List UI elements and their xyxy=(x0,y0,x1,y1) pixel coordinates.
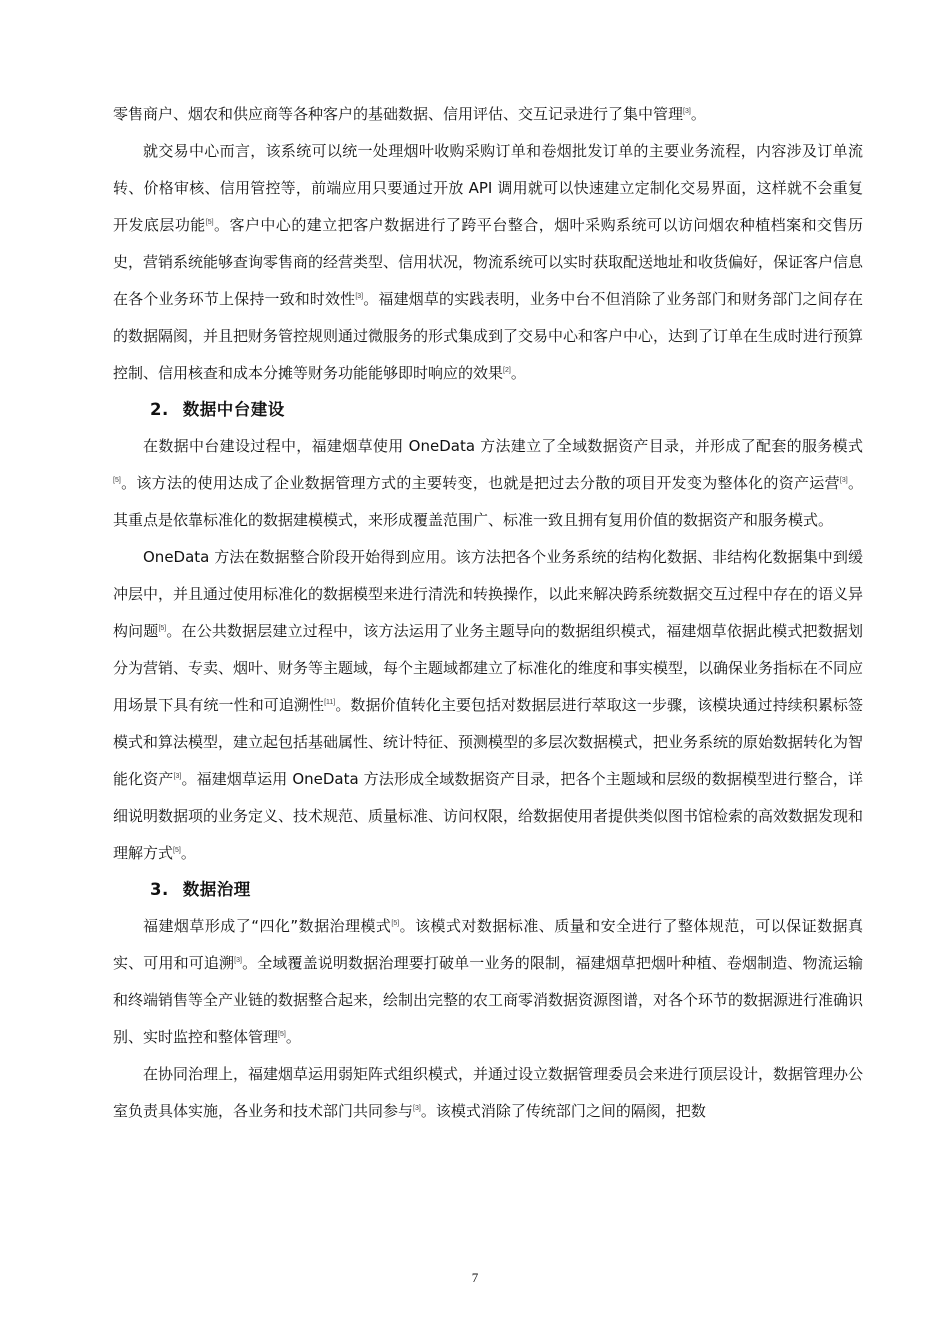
text-run: 。 xyxy=(690,105,706,123)
text-run: 。福建烟草运用 OneData 方法形成全域数据资产目录，把各个主题域和层级的数据模型进行整合，详细说明数据项的业务定义、技术规范、质量标准、访问权限，给数据使用者提供类似图书馆检索的高效数据发现和理解方式 xyxy=(113,770,864,862)
text-run: 。其重点是依靠标准化的数据建模模式，来形成覆盖范围广、标准一致且拥有复用价值的数据资产和服务模式。 xyxy=(113,474,863,529)
citation-ref: [5] xyxy=(391,920,400,927)
text-run: 。 xyxy=(180,844,196,862)
text-run: 。福建烟草的实践表明，业务中台不但消除了业务部门和财务部门之间存在的数据隔阂，并且把财务管控规则通过微服务的形式集成到了交易中心和客户中心，达到了订单在生成时进行预算控制、信用核查和成本分摊等财务功能能够即时响应的效果 xyxy=(113,290,864,382)
text-run: 福建烟草形成了“四化”数据治理模式 xyxy=(143,917,392,935)
citation-ref: [2] xyxy=(503,367,511,374)
text-run: 就交易中心而言，该系统可以统一处理烟叶收购采购订单和卷烟批发订单的主要业务流程，内容涉及订单流转、价格审核、信用管控等，前端应用只要通过开放 API 调用就可以快速建立定制化交易界面，这样就不会重复开发底层功能 xyxy=(113,142,863,234)
citation-ref: [3] xyxy=(683,108,691,115)
citation-ref: [3] xyxy=(413,1105,421,1112)
text-run: 在协同治理上，福建烟草运用弱矩阵式组织模式，并通过设立数据管理委员会来进行顶层设计，数据管理办公室负责具体实施，各业务和技术部门共同参与 xyxy=(113,1065,864,1120)
text-run: 。客户中心的建立把客户数据进行了跨平台整合，烟叶采购系统可以访问烟农种植档案和交售历史，营销系统能够查询零售商的经营类型、信用状况，物流系统可以实时获取配送地址和收货偏好，保证客户信息在各个业务环节上保持一致和时效性 xyxy=(113,216,864,308)
citation-ref: [5] xyxy=(278,1031,286,1038)
paragraph xyxy=(113,96,863,133)
paragraph xyxy=(113,428,863,539)
citation-ref: [5] xyxy=(113,477,121,484)
citation-ref: [11] xyxy=(324,699,336,706)
citation-ref: [3] xyxy=(839,477,848,484)
citation-ref: [3] xyxy=(234,957,242,964)
section-number: 3. xyxy=(150,880,169,899)
section-title: 数据治理 xyxy=(182,880,251,899)
citation-ref: [5] xyxy=(205,219,214,226)
citation-ref: [3] xyxy=(355,293,364,300)
text-run: 。该模式消除了传统部门之间的隔阂，把数 xyxy=(420,1102,706,1120)
citation-ref: [5] xyxy=(158,625,167,632)
text-run: 。数据价值转化主要包括对数据层进行萃取这一步骤，该模块通过持续积累标签模式和算法模型，建立起包括基础属性、统计特征、预测模型的多层次数据模式，把业务系统的原始数据转化为智能化资产 xyxy=(113,696,864,788)
citation-ref: [3] xyxy=(173,773,182,780)
text-run: OneData 方法在数据整合阶段开始得到应用。该方法把各个业务系统的结构化数据、非结构化数据集中到缓冲层中，并且通过使用标准化的数据模型来进行清洗和转换操作，以此来解决跨系统数据交互过程中存在的语义异构问题 xyxy=(113,548,864,640)
text-run: 。在公共数据层建立过程中，该方法运用了业务主题导向的数据组织模式，福建烟草依据此模式把数据划分为营销、专卖、烟叶、财务等主题域，每个主题域都建立了标准化的维度和事实模型，以确保业务指标在不同应用场景下具有统一性和可追溯性 xyxy=(113,622,864,714)
paragraph xyxy=(113,1056,863,1130)
section-title: 数据中台建设 xyxy=(182,400,285,419)
paragraph xyxy=(113,133,863,392)
text-run: 。该方法的使用达成了企业数据管理方式的主要转变，也就是把过去分散的项目开发变为整体化的资产运营 xyxy=(120,474,840,492)
section-number: 2. xyxy=(150,400,169,419)
text-run: 零售商户、烟农和供应商等各种客户的基础数据、信用评估、交互记录进行了集中管理 xyxy=(113,105,684,123)
text-run: 。 xyxy=(510,364,526,382)
text-run: 在数据中台建设过程中，福建烟草使用 OneData 方法建立了全域数据资产目录，并形成了配套的服务模式 xyxy=(143,437,863,455)
text-run: 。全域覆盖说明数据治理要打破单一业务的限制，福建烟草把烟叶种植、卷烟制造、物流运输和终端销售等全产业链的数据整合起来，绘制出完整的农工商零消数据资源图谱，对各个环节的数据源进行准确识别、实时监控和整体管理 xyxy=(113,954,864,1046)
citation-ref: [5] xyxy=(173,847,181,854)
section-heading xyxy=(113,872,863,908)
page-number: 7 xyxy=(471,1270,479,1285)
paragraph xyxy=(113,908,863,1056)
text-run: 。该模式对数据标准、质量和安全进行了整体规范，可以保证数据真实、可用和可追溯 xyxy=(113,917,863,972)
paragraph xyxy=(113,539,863,872)
text-run: 。 xyxy=(285,1028,301,1046)
section-heading xyxy=(113,392,863,428)
document-body xyxy=(113,96,863,1130)
